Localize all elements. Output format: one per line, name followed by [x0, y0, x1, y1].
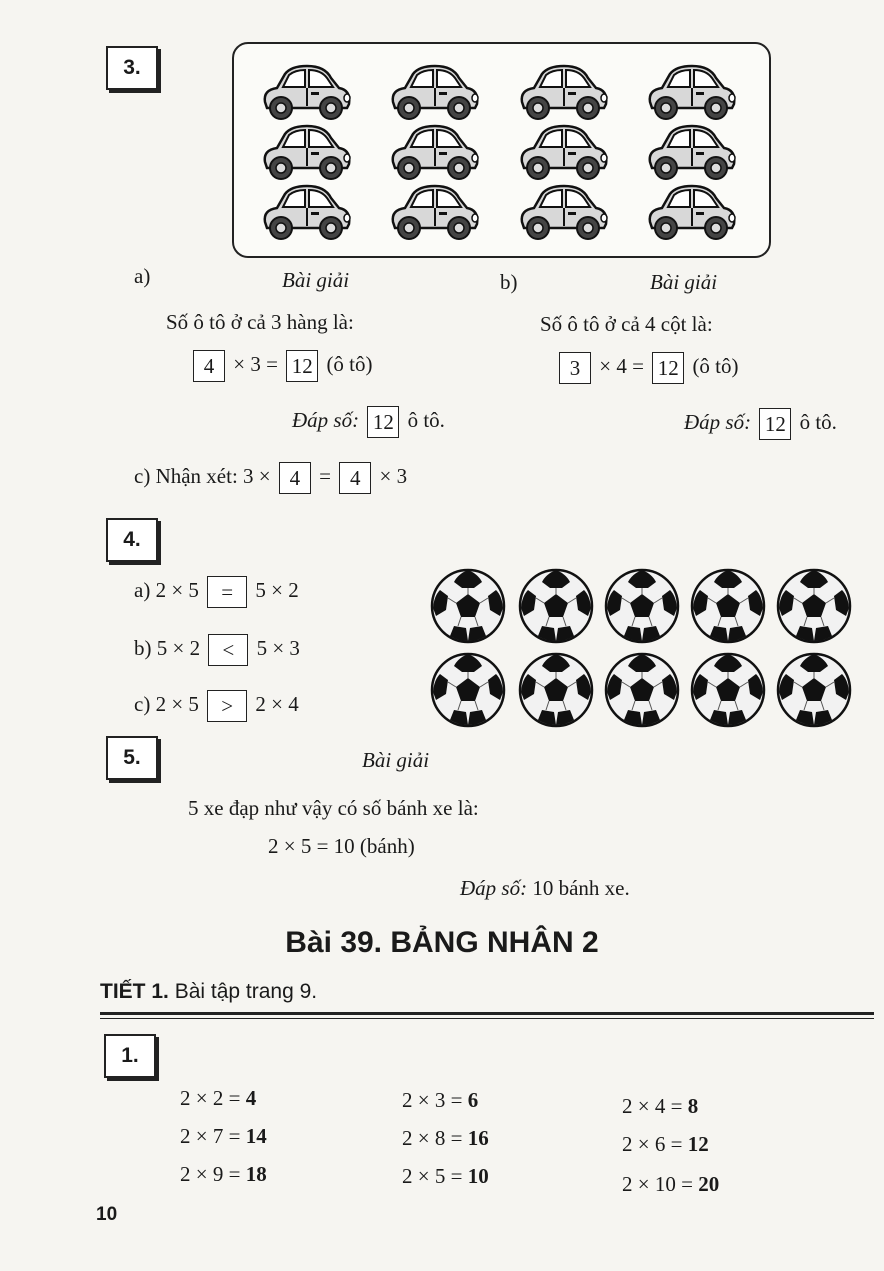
exercise-4-label: 4. — [106, 518, 158, 562]
car-icon — [259, 180, 355, 242]
divider — [100, 1012, 874, 1015]
compare-right: 5 × 2 — [255, 577, 299, 602]
compare-row — [134, 634, 300, 666]
answer-unit: ô tô. — [799, 409, 837, 434]
soccer-ball-icon — [430, 568, 506, 644]
part-b-answer — [684, 408, 837, 440]
cars-illustration — [232, 42, 771, 258]
divider — [100, 1018, 874, 1019]
compare-row — [134, 576, 299, 608]
soccer-ball-icon — [604, 568, 680, 644]
soccer-ball-icon — [430, 652, 506, 728]
answer-box: 4 — [279, 462, 311, 494]
multiplication-item — [402, 1088, 478, 1113]
soccer-ball-icon — [690, 568, 766, 644]
ex5-sentence: 5 xe đạp như vậy có số bánh xe là: — [188, 796, 479, 820]
soccer-ball-icon — [690, 652, 766, 728]
exercise-3-label: 3. — [106, 46, 158, 90]
car-icon — [644, 180, 740, 242]
exercise-5-label: 5. — [106, 736, 158, 780]
soccer-ball-icon — [776, 652, 852, 728]
car-icon — [644, 60, 740, 122]
result: 20 — [698, 1172, 720, 1196]
compare-right: 2 × 4 — [255, 691, 299, 716]
car-icon — [516, 60, 612, 122]
answer-box: 4 — [193, 350, 225, 382]
compare-left: a) 2 × 5 — [134, 577, 199, 602]
expression: 2 × 5 = — [402, 1164, 463, 1188]
tiet-label: TIẾT 1. — [100, 980, 169, 1003]
result: 12 — [687, 1132, 709, 1156]
expression: 2 × 10 = — [622, 1172, 693, 1196]
compare-left: c) 2 × 5 — [134, 691, 199, 716]
result: 10 — [467, 1164, 489, 1188]
multiplication-item — [622, 1094, 698, 1119]
compare-right: 5 × 3 — [256, 635, 300, 660]
car-icon — [259, 120, 355, 182]
lesson-title: Bài 39. BẢNG NHÂN 2 — [285, 926, 599, 959]
multiplication-item — [180, 1086, 256, 1111]
expression: 2 × 6 = — [622, 1132, 683, 1156]
answer-label: Đáp số: — [460, 876, 528, 900]
answer-box: 3 — [559, 352, 591, 384]
car-icon — [259, 60, 355, 122]
result: 8 — [687, 1094, 699, 1118]
result: 18 — [245, 1162, 267, 1186]
soccer-ball-icon — [518, 652, 594, 728]
unit: (ô tô) — [692, 353, 739, 378]
car-icon — [516, 120, 612, 182]
car-icon — [387, 120, 483, 182]
multiplication-item — [402, 1126, 489, 1151]
part-a-equation — [190, 350, 373, 382]
soccer-ball-icon — [604, 652, 680, 728]
part-a-mark: a) — [134, 264, 151, 288]
result: 14 — [245, 1124, 267, 1148]
expression: 2 × 7 = — [180, 1124, 241, 1148]
result: 6 — [467, 1088, 479, 1112]
compare-sign-box: < — [208, 634, 248, 666]
ex5-answer — [460, 876, 630, 901]
exercise-1-label: 1. — [104, 1034, 156, 1078]
soccer-ball-icon — [518, 568, 594, 644]
multiplication-item — [622, 1172, 719, 1197]
answer-box: 4 — [339, 462, 371, 494]
result: 16 — [467, 1126, 489, 1150]
operator: × 4 = — [599, 353, 644, 378]
compare-left: b) 5 × 2 — [134, 635, 201, 660]
answer-label: Đáp số: — [292, 407, 360, 432]
ex5-heading: Bài giải — [362, 748, 430, 772]
equals-sign: = — [319, 463, 331, 488]
answer-unit: ô tô. — [407, 407, 445, 432]
lesson-subheading — [100, 980, 317, 1004]
expression: 2 × 4 = — [622, 1094, 683, 1118]
compare-sign-box: = — [207, 576, 247, 608]
part-b-heading: Bài giải — [650, 270, 718, 294]
multiplication-item — [180, 1162, 267, 1187]
expression: 2 × 8 = — [402, 1126, 463, 1150]
expression: 2 × 9 = — [180, 1162, 241, 1186]
answer-text: 10 bánh xe. — [532, 876, 630, 900]
compare-sign-box: > — [207, 690, 247, 722]
answer-box: 12 — [759, 408, 791, 440]
answer-label: Đáp số: — [684, 409, 752, 434]
car-icon — [644, 120, 740, 182]
remark-prefix: c) Nhận xét: 3 × — [134, 463, 271, 488]
answer-box: 12 — [367, 406, 399, 438]
multiplication-item — [402, 1164, 489, 1189]
part-a-answer — [292, 406, 445, 438]
tiet-text: Bài tập trang 9. — [174, 980, 318, 1003]
part-b-sentence: Số ô tô ở cả 4 cột là: — [540, 312, 713, 336]
result: 4 — [245, 1086, 257, 1110]
answer-box: 12 — [652, 352, 684, 384]
part-b-equation — [556, 352, 739, 384]
soccer-ball-icon — [776, 568, 852, 644]
part-b-mark: b) — [500, 270, 518, 294]
page-number: 10 — [96, 1204, 118, 1225]
part-a-sentence: Số ô tô ở cả 3 hàng là: — [166, 310, 354, 334]
car-icon — [516, 180, 612, 242]
balls-illustration — [430, 568, 860, 738]
car-icon — [387, 60, 483, 122]
operator: × 3 = — [233, 351, 278, 376]
expression: 2 × 2 = — [180, 1086, 241, 1110]
answer-box: 12 — [286, 350, 318, 382]
multiplication-item — [180, 1124, 267, 1149]
ex5-calculation: 2 × 5 = 10 (bánh) — [268, 834, 415, 858]
compare-row — [134, 690, 299, 722]
unit: (ô tô) — [326, 351, 373, 376]
multiplication-item — [622, 1132, 709, 1157]
remark-suffix: × 3 — [379, 463, 408, 488]
car-icon — [387, 180, 483, 242]
part-a-heading: Bài giải — [282, 268, 350, 292]
expression: 2 × 3 = — [402, 1088, 463, 1112]
part-c-remark — [134, 462, 407, 494]
